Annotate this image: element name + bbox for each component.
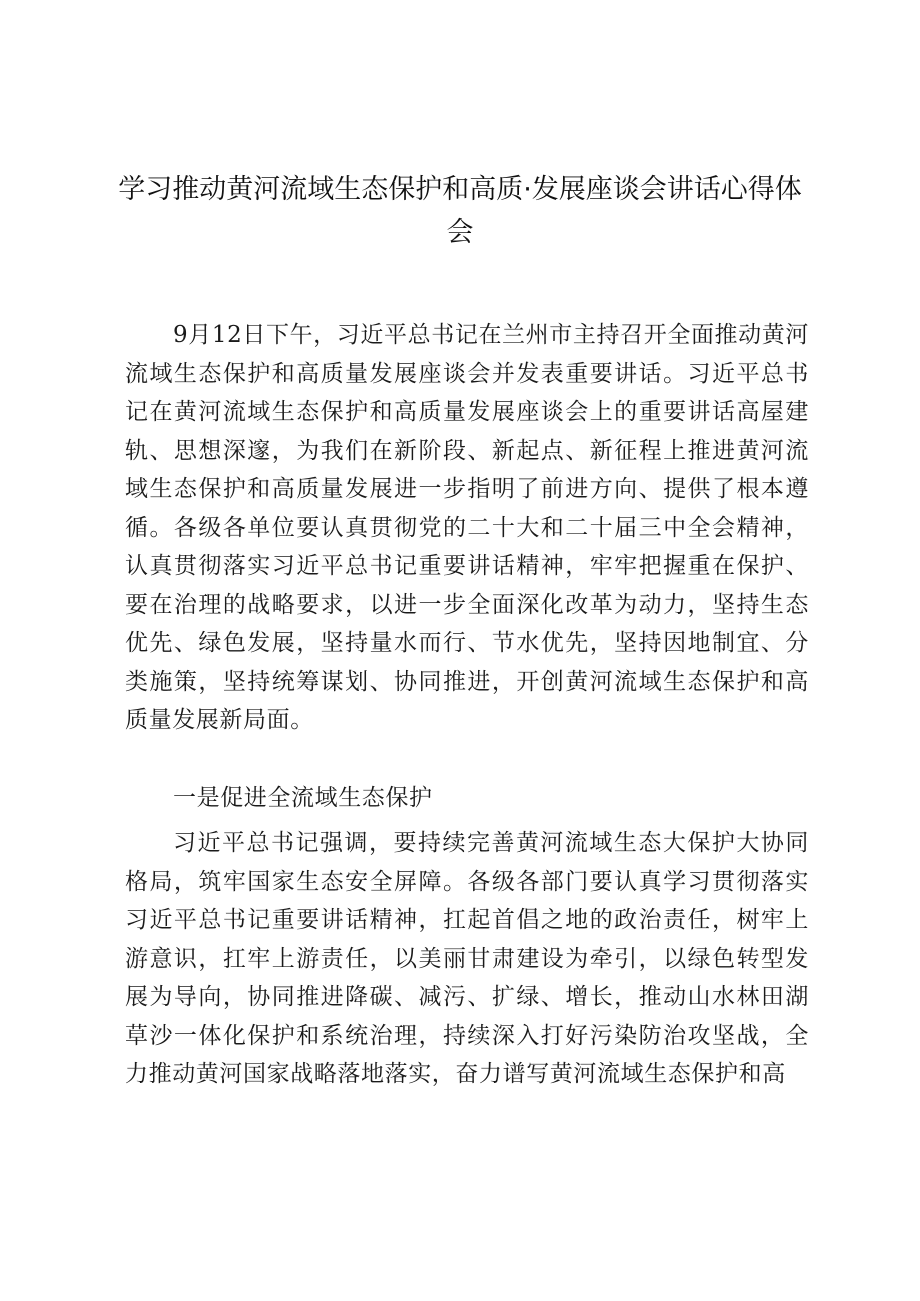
paragraph-section-1: [125, 824, 809, 1094]
paragraph-text: 习近平总书记强调，要持续完善黄河流域生态大保护大协同格局，筑牢国家生态安全屏障。各级各部门要认真学习贯彻落实习近平总书记重要讲话精神，扛起首倡之地的政治责任，树牢上游意识，扛牢上游责任，以美丽甘肃建设为牵引，以绿色转型发展为导向，协同推进降碳、减污、扩绿、增长，推动山水林田湖草沙一体化保护和系统治理，持续深入打好污染防治攻坚战，全力推动黄河国家战略落地落实，奋力谱写黄河流域生态保护和高: [125, 830, 809, 1087]
paragraph-intro: [125, 316, 809, 740]
section-heading-text: 一是促进全流域生态保护: [173, 785, 433, 811]
document-title: 学习推动黄河流域生态保护和高质·发展座谈会讲话心得体会: [118, 174, 802, 248]
paragraph-text: 9月12日下午，习近平总书记在兰州市主持召开全面推动黄河流域生态保护和高质量发展座谈会并发表重要讲话。习近平总书记在黄河流域生态保护和高质量发展座谈会上的重要讲话高屋建轨、思想深邃，为我们在新阶段、新起点、新征程上推进黄河流域生态保护和高质量发展进一步指明了前进方向、提供了根本遵循。各级各单位要认真贯彻党的二十大和二十届三中全会精神，认真贯彻落实习近平总书记重要讲话精神，牢牢把握重在保护、要在治理的战略要求，以进一步全面深化改革为动力，坚持生态优先、绿色发展，坚持量水而行、节水优先，坚持因地制宜、分类施策，坚持统筹谋划、协同推进，开创黄河流域生态保护和高质量发展新局面。: [125, 322, 809, 733]
section-heading-1: [125, 779, 809, 818]
